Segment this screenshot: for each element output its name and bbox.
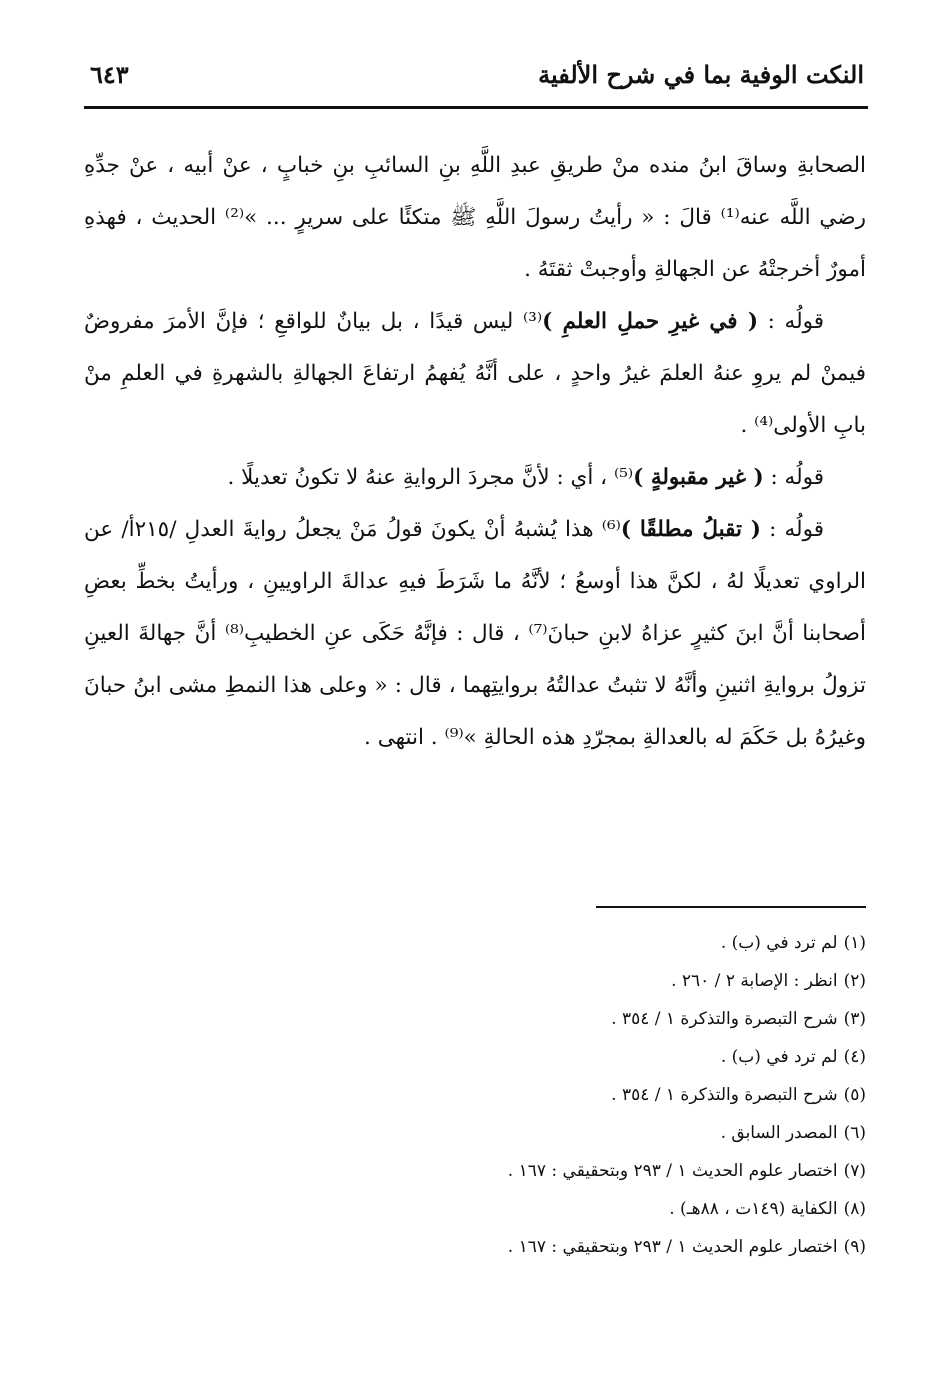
footnote-1 xyxy=(84,924,866,962)
header-rule xyxy=(84,106,868,109)
paragraph-2-lead: قولُه : xyxy=(758,309,824,334)
paragraph-4-text: ⁽⁶⁾ هذا يُشبهُ أنْ يكونَ قولُ مَنْ يجعلُ روايةَ العدلِ /٢١٥أ/ عن الراوي تعديلًا لهُ ، لكنَّ هذا أوسعُ ؛ لأنَّهُ ما شَرَطَ فيهِ عدالةَ الراويينِ ، ورأيتُ بخطِّ بعضِ أصحابنا أنَّ ابنَ كثيرٍ عزاهُ لابنِ حبانَ⁽⁷⁾ ، قال : فإنَّهُ حَكَى عنِ الخطيبِ⁽⁸⁾ أنَّ جهالةَ العينِ تزولُ بروايةِ اثنينِ وأنَّهُ لا تثبتُ عدالتُهُ بروايتِهما ، قال : « وعلى هذا النمطِ مشى ابنُ حبانَ وغيرُهُ بل حَكَمَ له بالعدالةِ بمجرّدِ هذه الحالةِ »⁽⁹⁾ . انتهى . xyxy=(84,517,866,750)
footnote-number: (٣) xyxy=(843,1009,866,1029)
footnote-4 xyxy=(84,1038,866,1076)
footnote-9 xyxy=(84,1228,866,1266)
paragraph-2 xyxy=(84,296,866,452)
footnote-number: (٥) xyxy=(843,1085,866,1105)
footnote-7 xyxy=(84,1152,866,1190)
footnote-text: الكفاية (١٤٩ت ، ٨٨هـ) . xyxy=(669,1199,838,1219)
footnote-text: اختصار علوم الحديث ١ / ٢٩٣ وبتحقيقي : ١٦٧ . xyxy=(507,1161,838,1181)
footnote-text: لم ترد في (ب) . xyxy=(720,933,838,953)
paragraph-3-quote: ( غير مقبولةٍ ) xyxy=(633,465,764,490)
footnote-number: (٩) xyxy=(843,1237,866,1257)
footnote-text: شرح التبصرة والتذكرة ١ / ٣٥٤ . xyxy=(611,1085,838,1105)
footnote-text: اختصار علوم الحديث ١ / ٢٩٣ وبتحقيقي : ١٦٧ . xyxy=(507,1237,838,1257)
footnote-2 xyxy=(84,962,866,1000)
paragraph-2-quote: ( في غيرِ حملِ العلمِ ) xyxy=(542,309,759,334)
page-number: ٦٤٣ xyxy=(90,60,129,89)
footnote-number: (١) xyxy=(843,933,866,953)
paragraph-3 xyxy=(84,452,866,504)
footnote-number: (٧) xyxy=(843,1161,866,1181)
footnote-text: انظر : الإصابة ٢ / ٢٦٠ . xyxy=(671,971,838,991)
footnote-number: (٤) xyxy=(843,1047,866,1067)
paragraph-4-quote: ( تقبلُ مطلقًا ) xyxy=(620,517,761,542)
running-header xyxy=(90,52,864,102)
running-title: النكت الوفية بما في شرح الألفية xyxy=(538,60,864,89)
paragraph-2-text: ⁽³⁾ ليس قيدًا ، بل بيانٌ للواقعِ ؛ فإنَّ الأمرَ مفروضٌ فيمنْ لم يروِ عنهُ العلمَ غيرُ واحدٍ ، على أنَّهُ يُفهمُ ارتفاعَ الجهالةِ بالشهرةِ في العلمِ منْ بابِ الأولى⁽⁴⁾ . xyxy=(84,309,866,438)
footnote-rule xyxy=(596,906,866,908)
footnotes xyxy=(84,924,866,1266)
footnote-number: (٢) xyxy=(843,971,866,991)
paragraph-4 xyxy=(84,504,866,764)
paragraph-4-lead: قولُه : xyxy=(760,517,824,542)
paragraph-1: الصحابةِ وساقَ ابنُ منده منْ طريقِ عبدِ اللَّهِ بنِ السائبِ بنِ خبابٍ ، عنْ أبيه ، عنْ جدِّهِ رضي اللَّه عنه⁽¹⁾ قالَ : « رأيتُ رسولَ اللَّهِ ﷺ متكئًا على سريرٍ ... »⁽²⁾ الحديث ، فهذهِ أمورٌ أخرجتْهُ عن الجهالةِ وأوجبتْ ثقتَهُ . xyxy=(84,153,866,282)
footnote-3 xyxy=(84,1000,866,1038)
footnote-text: شرح التبصرة والتذكرة ١ / ٣٥٤ . xyxy=(611,1009,838,1029)
paragraph-3-text: ⁽⁵⁾ ، أي : لأنَّ مجردَ الروايةِ عنهُ لا تكونُ تعديلًا . xyxy=(227,465,634,490)
footnote-number: (٨) xyxy=(843,1199,866,1219)
footnote-text: المصدر السابق . xyxy=(720,1123,838,1143)
paragraph-3-lead: قولُه : xyxy=(763,465,824,490)
footnote-8 xyxy=(84,1190,866,1228)
footnote-number: (٦) xyxy=(843,1123,866,1143)
footnote-text: لم ترد في (ب) . xyxy=(720,1047,838,1067)
footnote-6 xyxy=(84,1114,866,1152)
main-text xyxy=(84,140,866,764)
footnote-5 xyxy=(84,1076,866,1114)
